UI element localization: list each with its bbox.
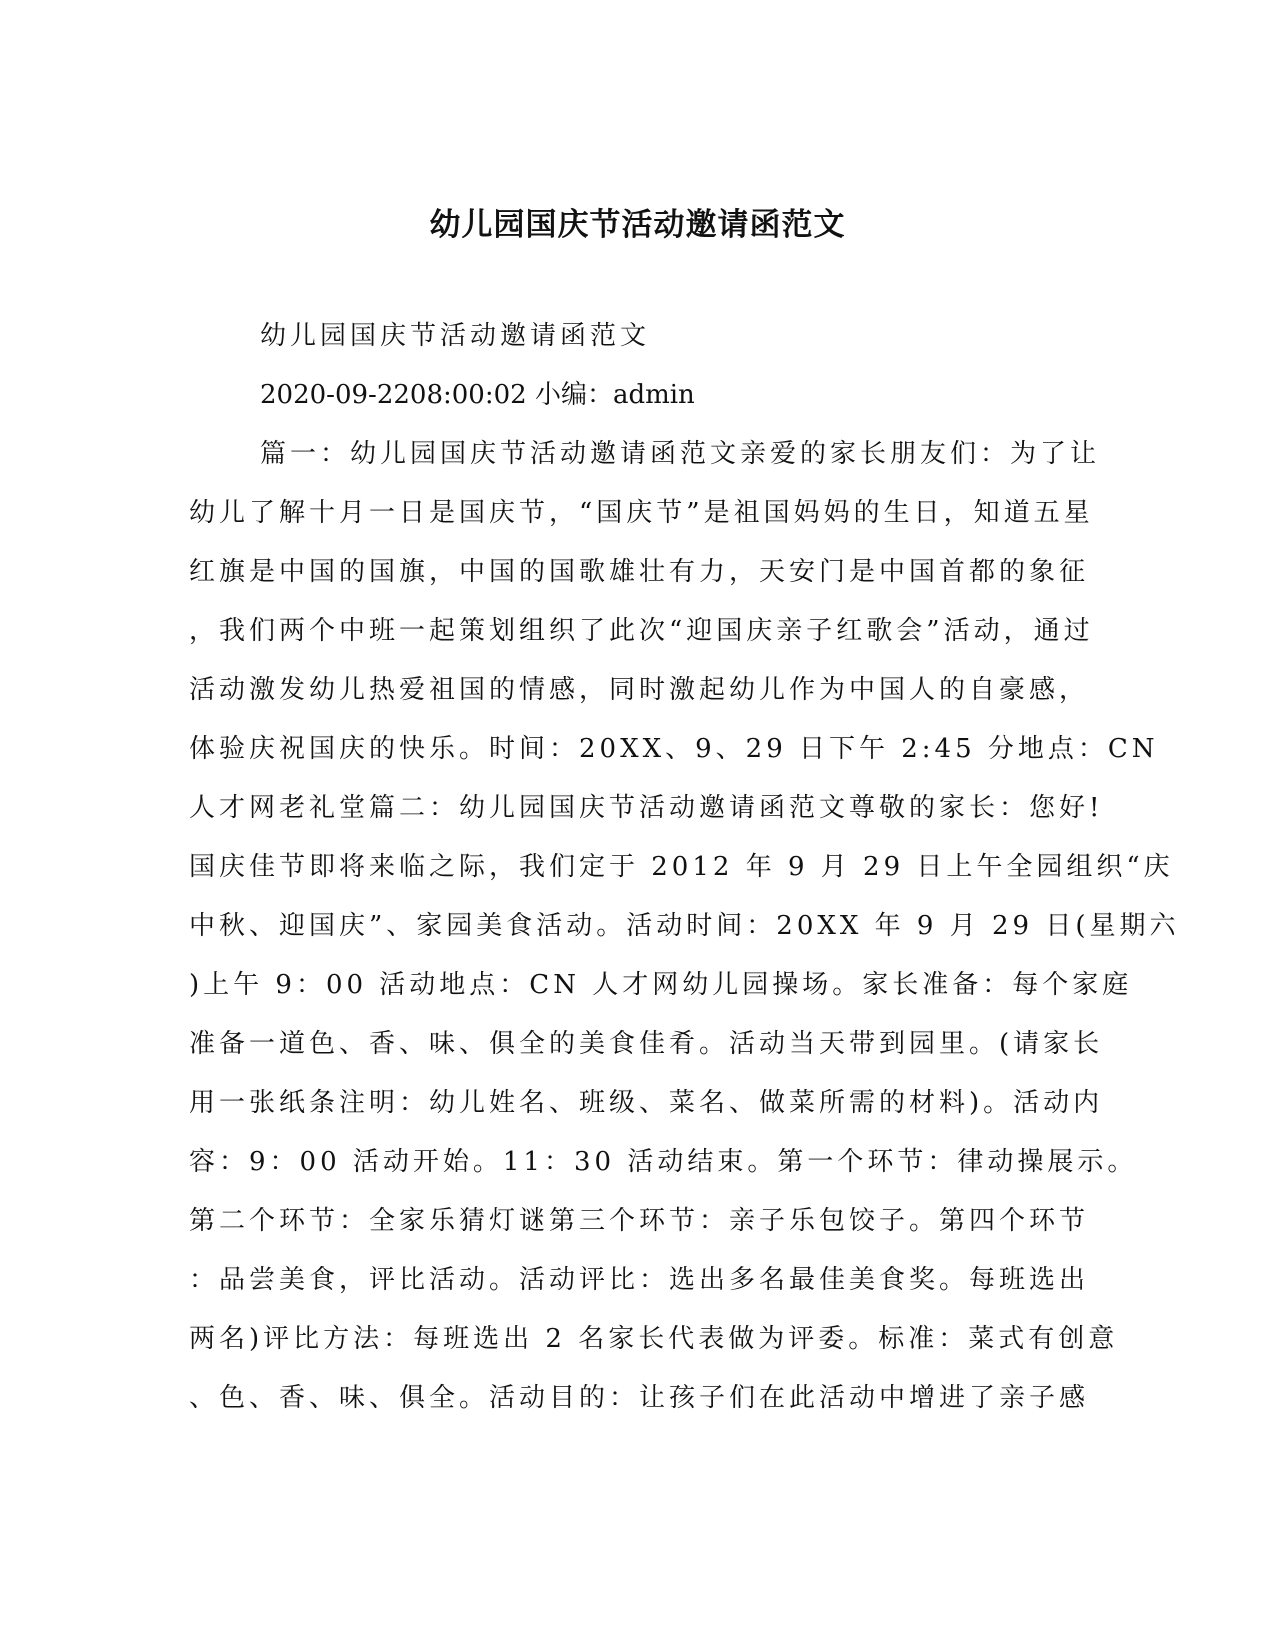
body-line: 中秋、迎国庆”、家园美食活动。活动时间：20XX 年 9 月 29 日(星期六 [189,911,1180,941]
body-line: ：品尝美食，评比活动。活动评比：选出多名最佳美食奖。每班选出 [189,1265,1090,1295]
body-line: 幼儿了解十月一日是国庆节，“国庆节”是祖国妈妈的生日，知道五星 [189,498,1094,528]
body-line: ，我们两个中班一起策划组织了此次“迎国庆亲子红歌会”活动，通过 [189,616,1094,646]
body-line: 准备一道色、香、味、俱全的美食佳肴。活动当天带到园里。(请家长 [189,1029,1104,1059]
body-line: 用一张纸条注明：幼儿姓名、班级、菜名、做菜所需的材料)。活动内 [189,1088,1104,1118]
body-line: 篇一：幼儿园国庆节活动邀请函范文亲爱的家长朋友们：为了让 [260,439,1101,469]
body-line: 红旗是中国的国旗，中国的国歌雄壮有力，天安门是中国首都的象征 [189,557,1090,587]
document-meta-line: 2020-09-2208:00:02 小编：admin [260,380,695,410]
document-subtitle: 幼儿园国庆节活动邀请函范文 [260,321,651,351]
body-line: 体验庆祝国庆的快乐。时间：20XX、9、29 日下午 2:45 分地点：CN [189,734,1159,764]
body-line: 两名)评比方法：每班选出 2 名家长代表做为评委。标准：菜式有创意 [189,1324,1119,1354]
body-line: 活动激发幼儿热爱祖国的情感，同时激起幼儿作为中国人的自豪感， [189,675,1090,705]
body-line: 第二个环节：全家乐猜灯谜第三个环节：亲子乐包饺子。第四个环节 [189,1206,1090,1236]
body-line: 、色、香、味、俱全。活动目的：让孩子们在此活动中增进了亲子感 [189,1383,1090,1413]
body-line: )上午 9：00 活动地点：CN 人才网幼儿园操场。家长准备：每个家庭 [189,970,1133,1000]
body-line: 国庆佳节即将来临之际，我们定于 2012 年 9 月 29 日上午全园组织“庆 [189,852,1174,882]
document-title: 幼儿园国庆节活动邀请函范文 [429,207,846,243]
body-line: 人才网老礼堂篇二：幼儿园国庆节活动邀请函范文尊敬的家长：您好! [189,793,1104,823]
body-line: 容：9：00 活动开始。11：30 活动结束。第一个环节：律动操展示。 [189,1147,1138,1177]
